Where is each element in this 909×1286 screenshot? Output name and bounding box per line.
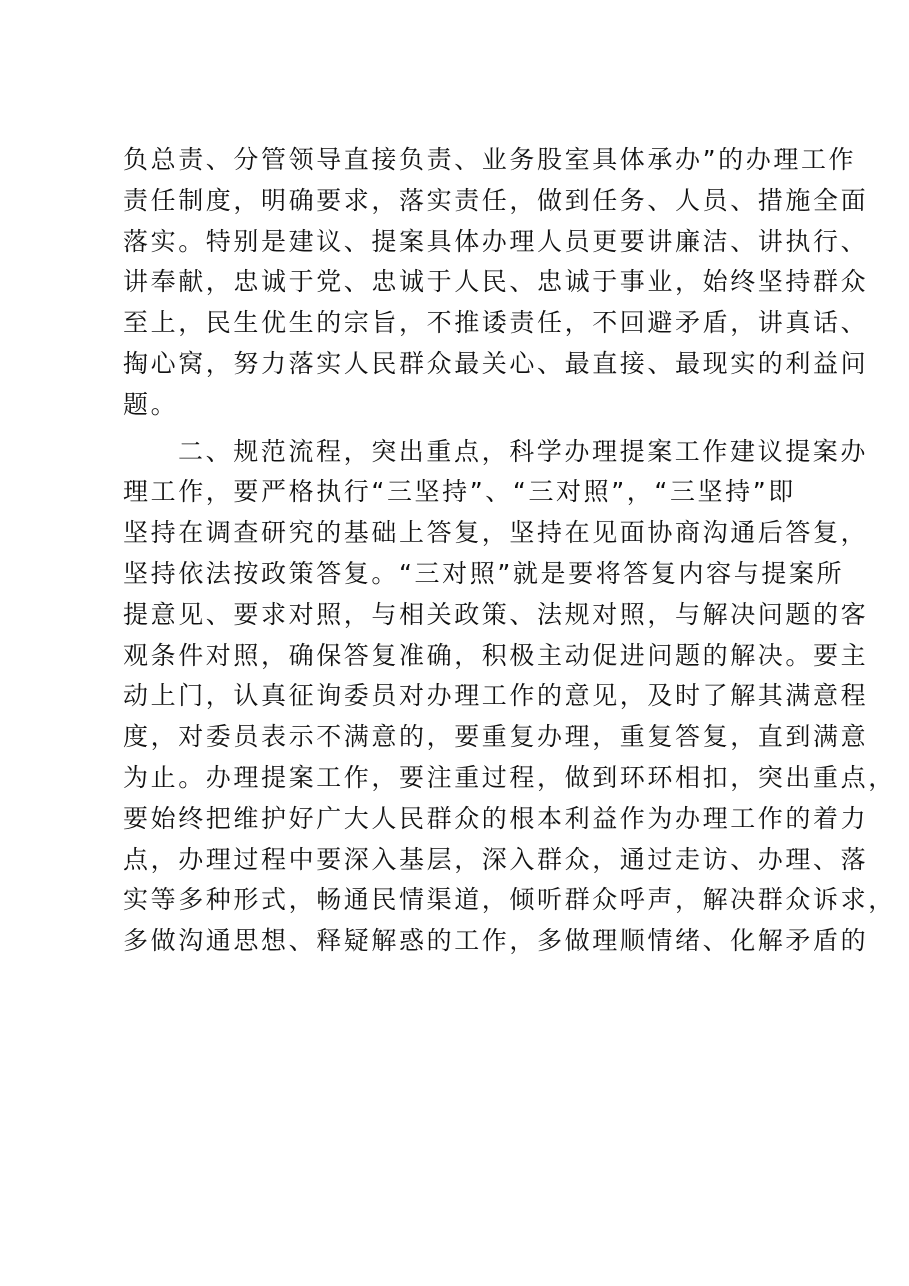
- paragraph-line-indented: 二、规范流程，突出重点，科学办理提案工作建议提案办: [178, 436, 869, 466]
- paragraph-2: [123, 432, 896, 962]
- paragraph-line: 点，办理过程中要深入基层，深入群众，通过走访、办理、落: [123, 844, 869, 874]
- paragraph-line: 要始终把维护好广大人民群众的根本利益作为办理工作的着力: [123, 803, 869, 833]
- paragraph-line: 坚持依法按政策答复。“三对照”就是要将答复内容与提案所: [123, 558, 845, 588]
- paragraph-line: 责任制度，明确要求，落实责任，做到任务、人员、措施全面: [123, 185, 869, 215]
- paragraph-line: 题。: [123, 389, 179, 419]
- paragraph-line: 落实。特别是建议、提案具体办理人员更要讲廉洁、讲执行、: [123, 226, 869, 256]
- paragraph-line: 为止。办理提案工作，要注重过程，做到环环相扣，突出重点，: [123, 762, 896, 792]
- paragraph-line: 多做沟通思想、释疑解惑的工作，多做理顺情绪、化解矛盾的: [123, 926, 869, 956]
- paragraph-line: 坚持在调查研究的基础上答复，坚持在见面协商沟通后答复，: [123, 518, 869, 548]
- paragraph-line: 讲奉献，忠诚于党、忠诚于人民、忠诚于事业，始终坚持群众: [123, 267, 869, 297]
- paragraph-line: 度，对委员表示不满意的，要重复办理，重复答复，直到满意: [123, 722, 869, 752]
- paragraph-line: 理工作，要严格执行“三坚持”、“三对照”，“三坚持”即: [123, 477, 796, 507]
- paragraph-line: 观条件对照，确保答复准确，积极主动促进问题的解决。要主: [123, 640, 869, 670]
- paragraph-line: 实等多种形式，畅通民情渠道，倾听群众呼声，解决群众诉求，: [123, 885, 896, 915]
- paragraph-line: 至上，民生优生的宗旨，不推诿责任，不回避矛盾，讲真话、: [123, 308, 869, 338]
- paragraph-line: 负总责、分管领导直接负责、业务股室具体承办”的办理工作: [123, 145, 857, 174]
- paragraph-line: 掏心窝，努力落实人民群众最关心、最直接、最现实的利益问: [123, 348, 869, 378]
- paragraph-1: [123, 140, 869, 426]
- document-body: [123, 140, 896, 962]
- paragraph-line: 提意见、要求对照，与相关政策、法规对照，与解决问题的客: [123, 599, 869, 629]
- paragraph-line: 动上门，认真征询委员对办理工作的意见，及时了解其满意程: [123, 681, 869, 711]
